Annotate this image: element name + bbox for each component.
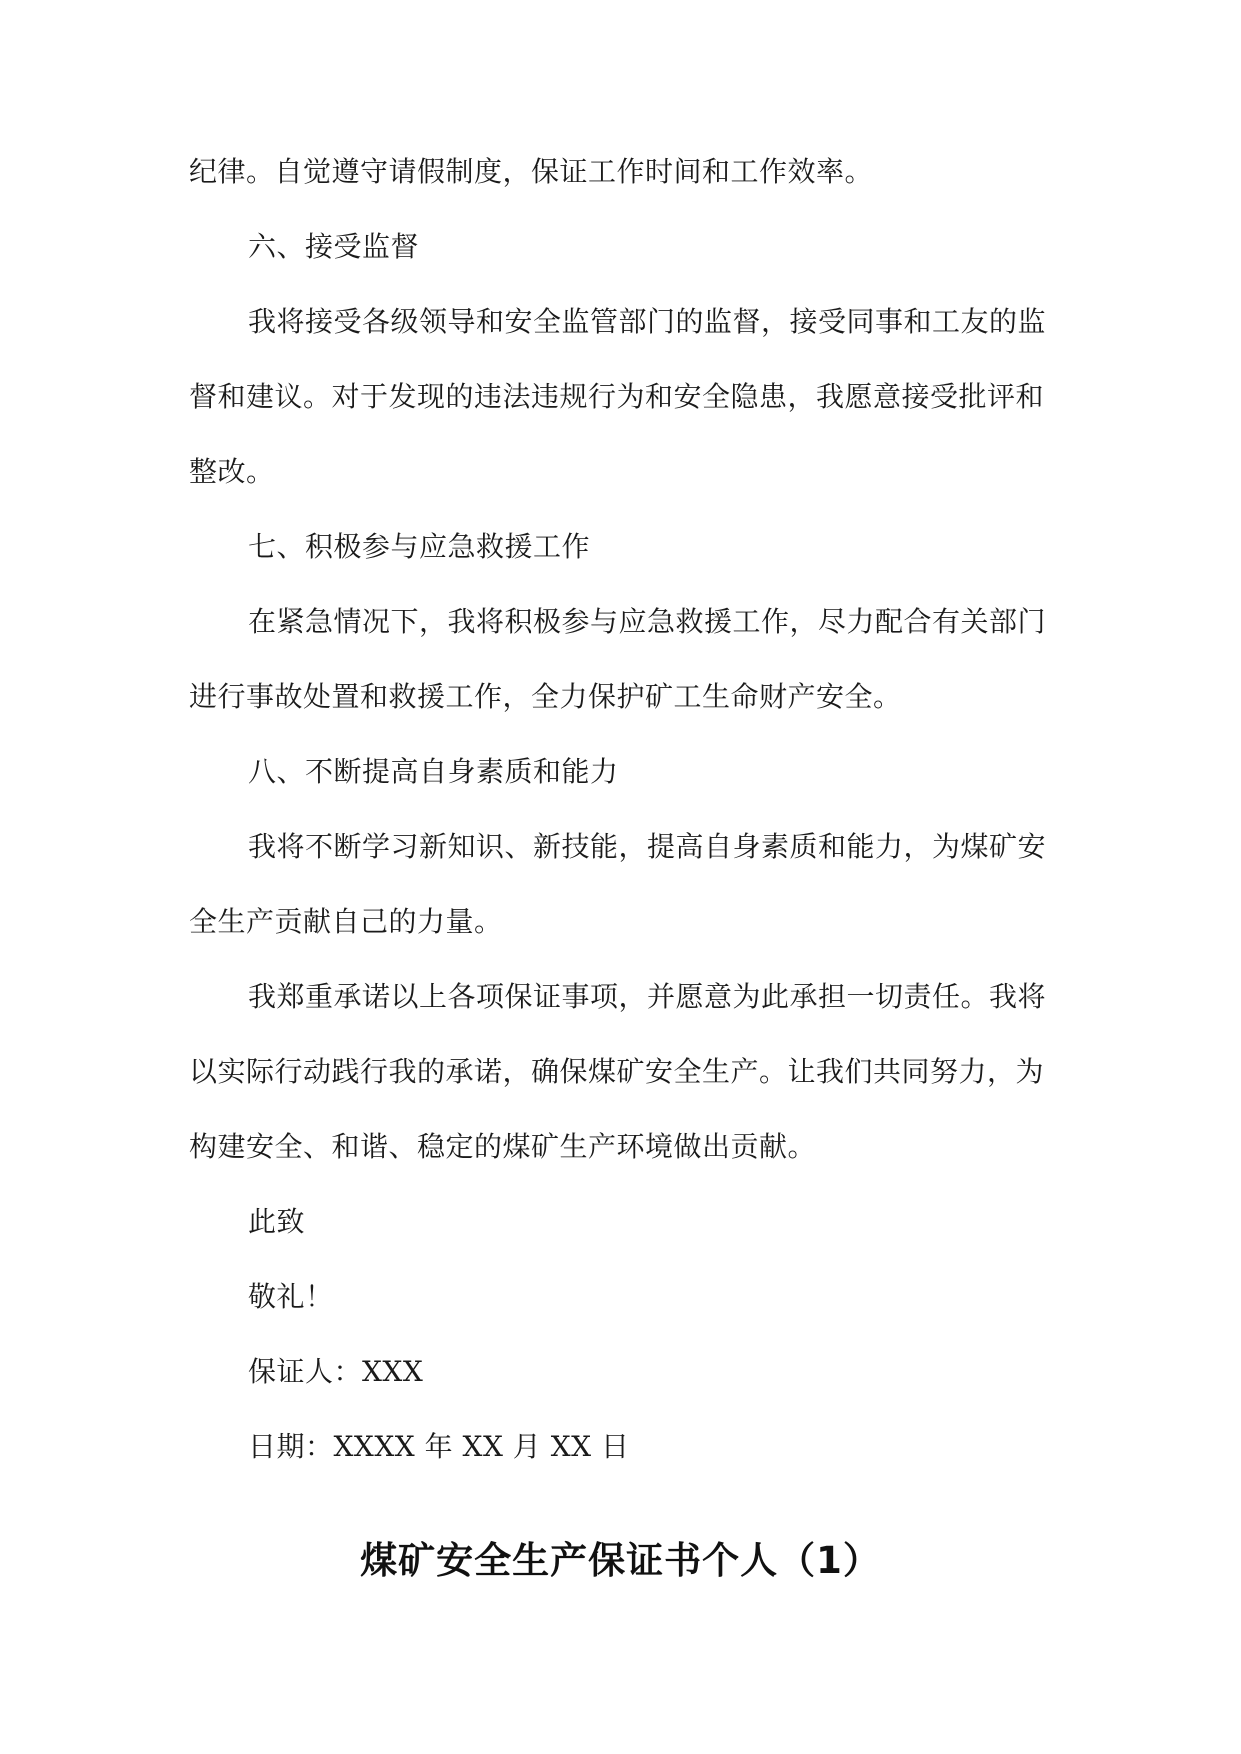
paragraph-line: 整改。: [189, 455, 275, 488]
date-line: 日期：XXXX 年 XX 月 XX 日: [248, 1430, 630, 1463]
paragraph-line: 我将不断学习新知识、新技能，提高自身素质和能力，为煤矿安: [248, 830, 1047, 863]
paragraph-line: 在紧急情况下，我将积极参与应急救援工作，尽力配合有关部门: [248, 605, 1047, 638]
paragraph-line: 我郑重承诺以上各项保证事项，并愿意为此承担一切责任。我将: [248, 980, 1047, 1013]
closing-regards: 敬礼！: [248, 1280, 334, 1313]
section-heading-supervision: 六、接受监督: [248, 230, 420, 263]
section-heading-emergency: 七、积极参与应急救援工作: [248, 530, 591, 563]
section-heading-improvement: 八、不断提高自身素质和能力: [248, 755, 619, 788]
paragraph-line: 进行事故处置和救援工作，全力保护矿工生命财产安全。: [189, 680, 902, 713]
paragraph-line: 全生产贡献自己的力量。: [189, 905, 503, 938]
closing-salutation: 此致: [248, 1205, 306, 1238]
guarantor-line: 保证人：XXX: [248, 1355, 424, 1388]
paragraph-line: 以实际行动践行我的承诺，确保煤矿安全生产。让我们共同努力，为: [189, 1055, 1045, 1088]
document-title: 煤矿安全生产保证书个人（1）: [360, 1539, 881, 1582]
paragraph-line: 督和建议。对于发现的违法违规行为和安全隐患，我愿意接受批评和: [189, 380, 1045, 413]
paragraph-line: 纪律。自觉遵守请假制度，保证工作时间和工作效率。: [189, 155, 874, 188]
paragraph-line: 构建安全、和谐、稳定的煤矿生产环境做出贡献。: [189, 1130, 817, 1163]
paragraph-line: 我将接受各级领导和安全监管部门的监督，接受同事和工友的监: [248, 305, 1047, 338]
